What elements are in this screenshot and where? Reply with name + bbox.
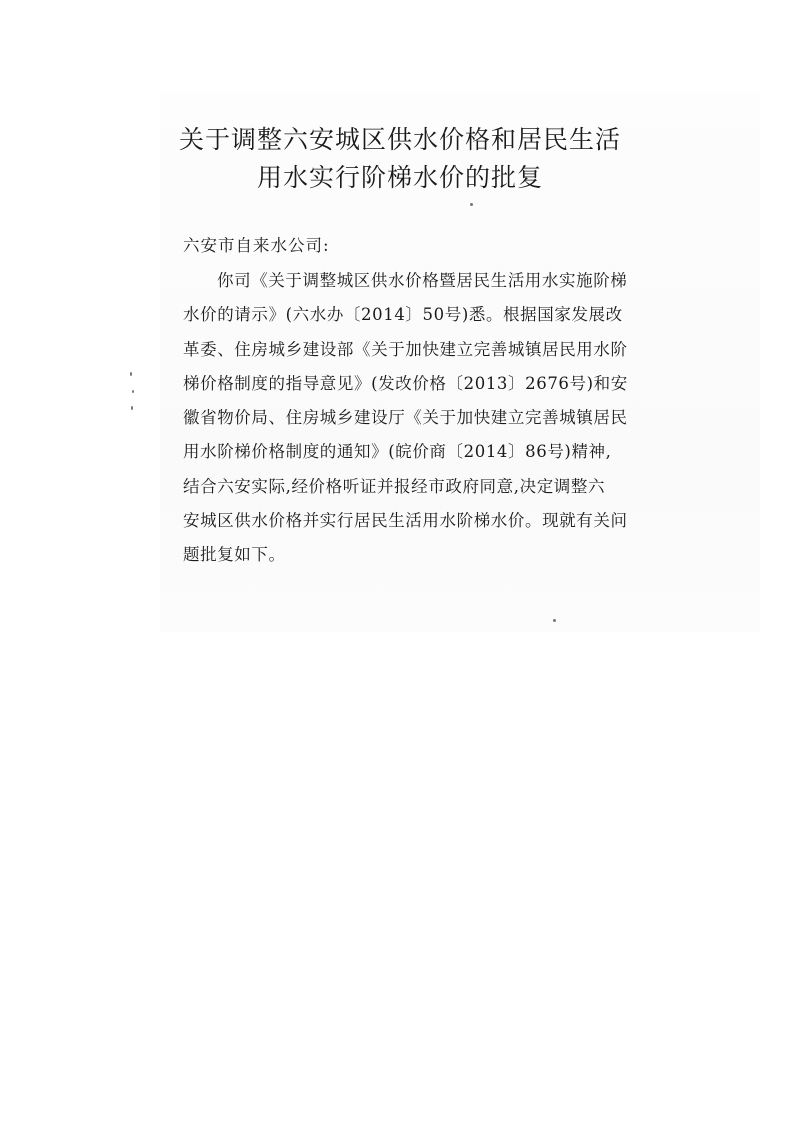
document-title-line-1: 关于调整六安城区供水价格和居民生活 — [178, 125, 621, 154]
scan-speck — [131, 406, 133, 410]
scan-speck — [553, 619, 556, 622]
salutation: 六安市自来水公司: — [183, 236, 330, 255]
body-line-8: 安城区供水价格并实行居民生活用水阶梯水价。现就有关问 — [183, 511, 628, 530]
document-title-line-2: 用水实行阶梯水价的批复 — [256, 163, 543, 192]
body-line-9: 题批复如下。 — [183, 545, 286, 564]
body-line-6: 用水阶梯价格制度的通知》(皖价商〔2014〕86号)精神, — [183, 442, 612, 461]
body-line-2: 水价的请示》(六水办〔2014〕50号)悉。根据国家发展改 — [183, 305, 623, 324]
scan-speck — [130, 372, 132, 376]
body-line-5: 徽省物价局、住房城乡建设厅《关于加快建立完善城镇居民 — [183, 408, 628, 427]
body-line-7: 结合六安实际,经价格听证并报经市政府同意,决定调整六 — [183, 477, 606, 496]
body-line-1: 你司《关于调整城区供水价格暨居民生活用水实施阶梯 — [217, 271, 628, 290]
scan-speck — [132, 390, 134, 393]
body-line-4: 梯价格制度的指导意见》(发改价格〔2013〕2676号)和安 — [183, 374, 628, 393]
scan-speck — [470, 203, 473, 206]
body-line-3: 革委、住房城乡建设部《关于加快建立完善城镇居民用水阶 — [183, 340, 628, 359]
